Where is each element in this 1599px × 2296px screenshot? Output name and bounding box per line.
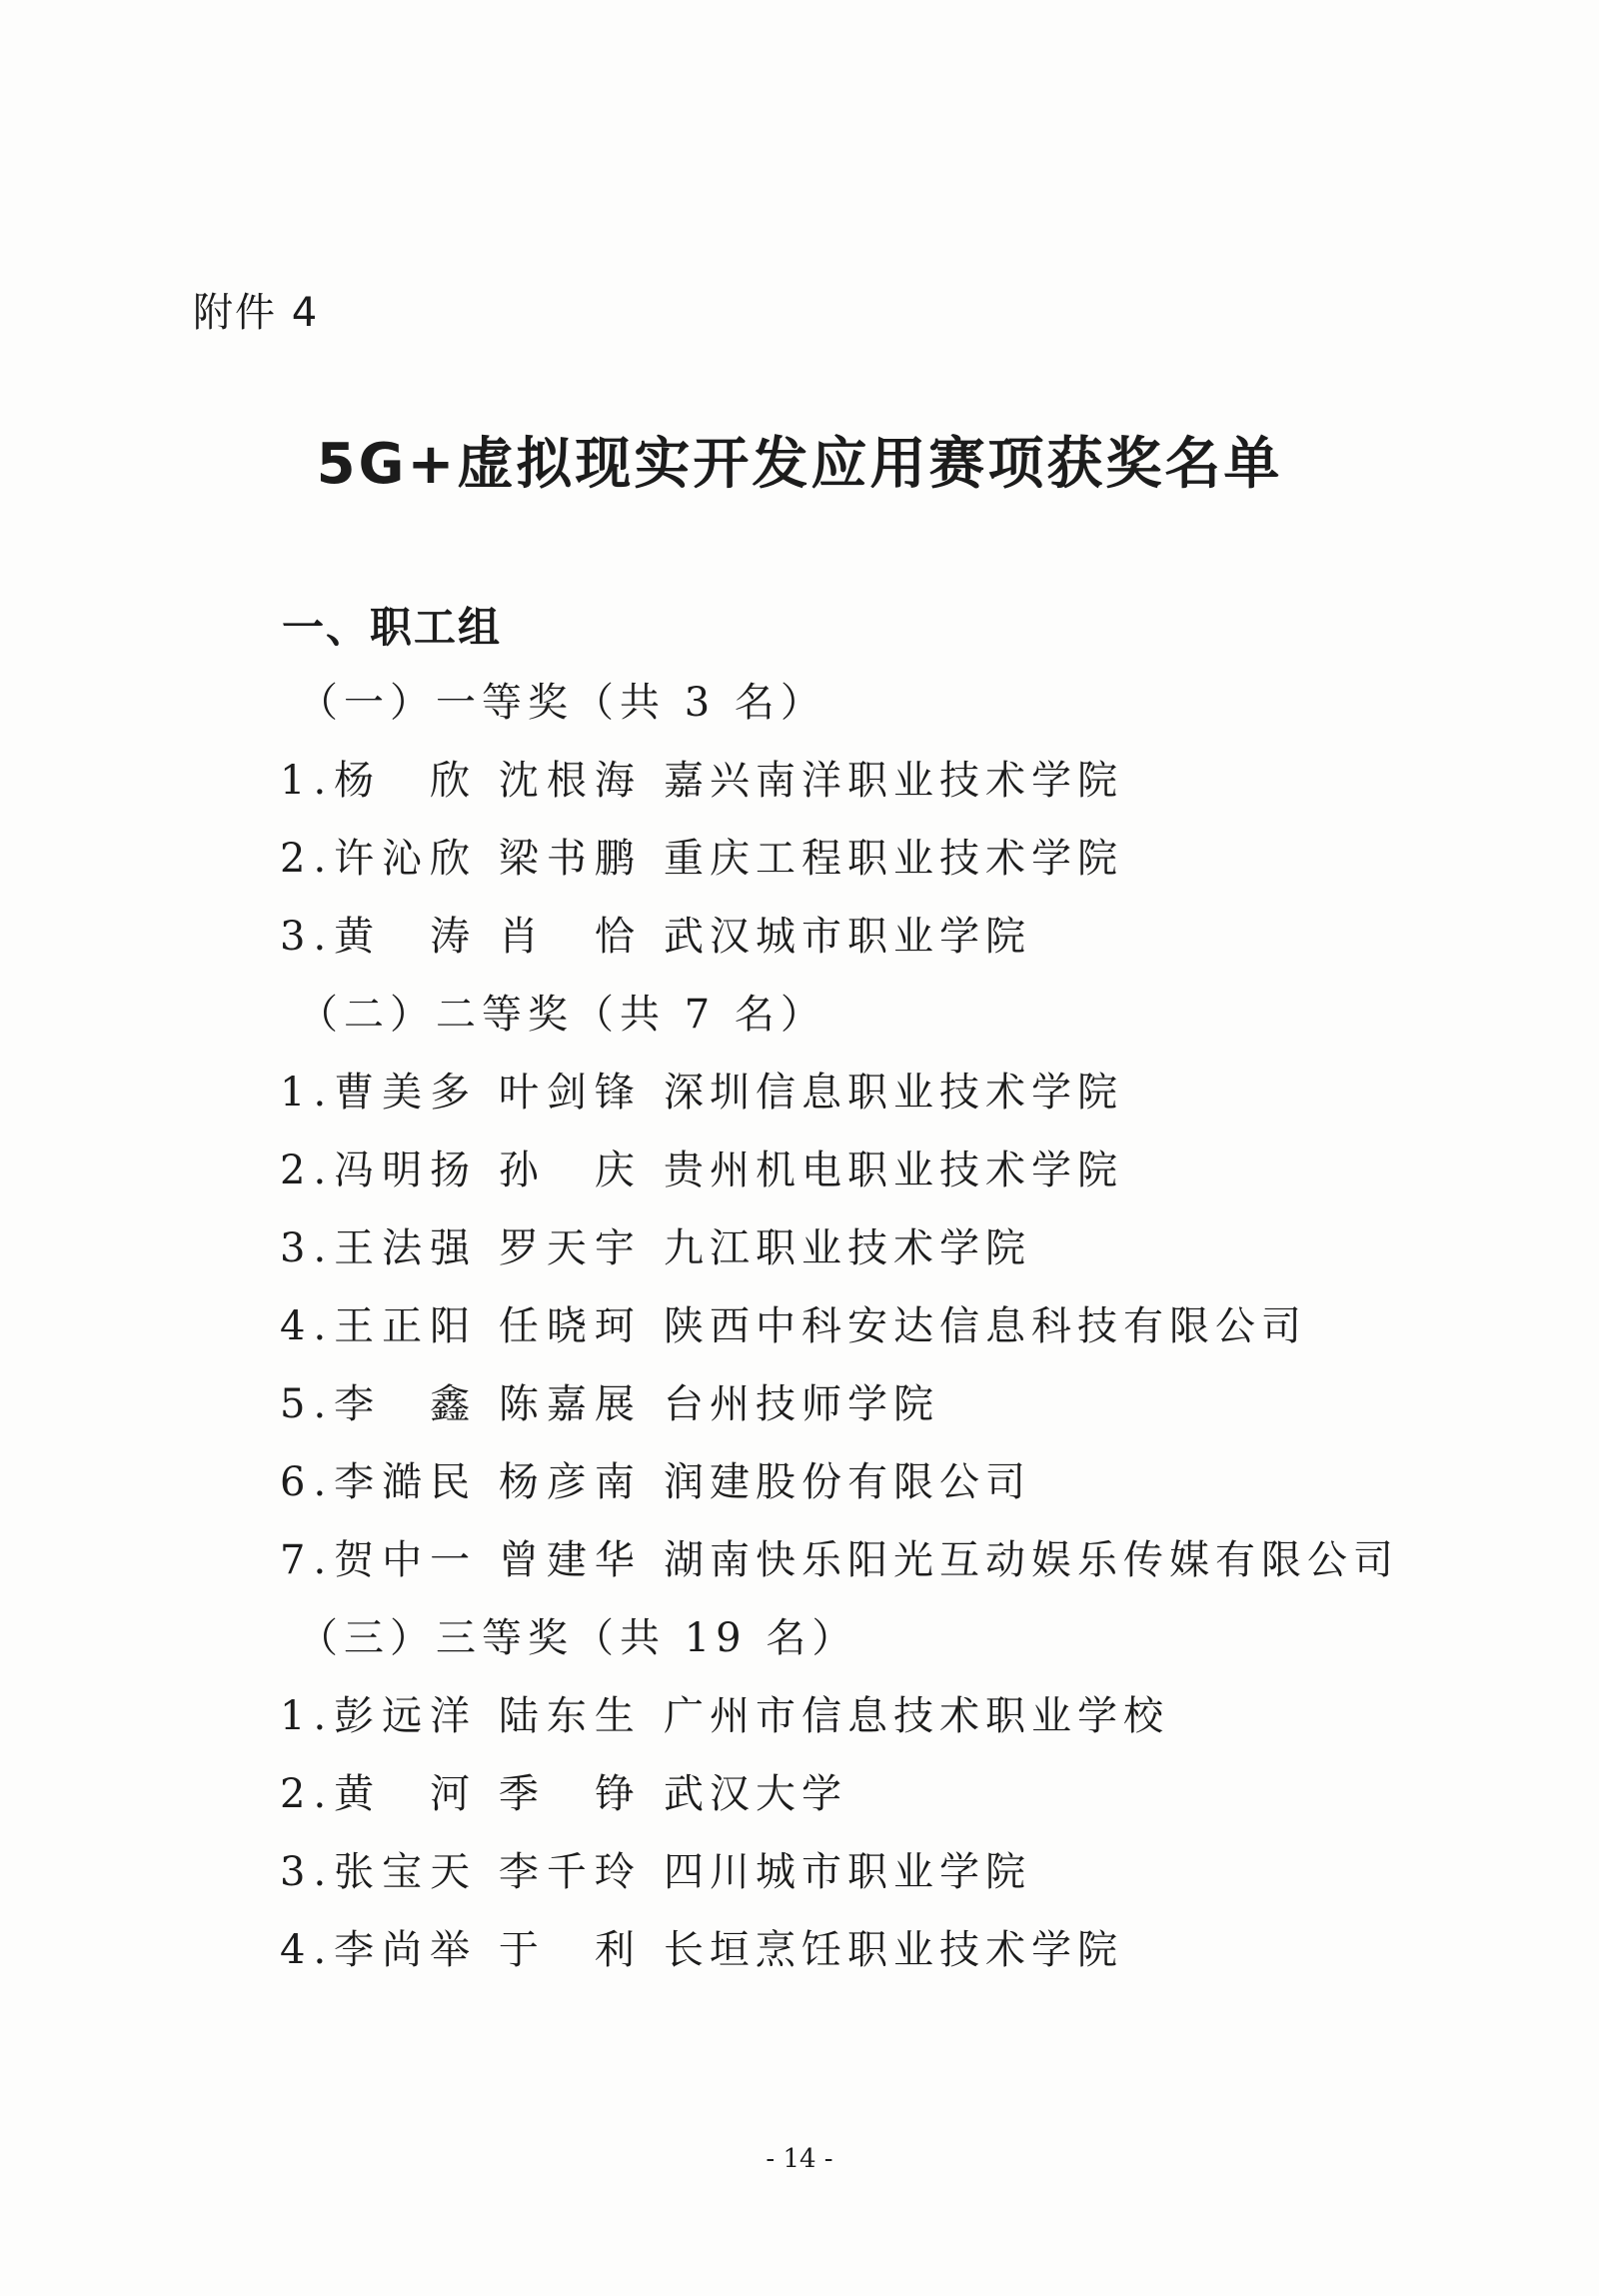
list-item [280,1755,1479,1833]
winner-organization: 广州市信息技术职业学校 [664,1693,1169,1739]
list-item [280,820,1479,898]
winner-organization: 深圳信息职业技术学院 [664,1070,1123,1116]
attachment-label: 附件 4 [193,290,320,336]
winner-organization: 武汉城市职业学院 [664,914,1031,960]
winner-names: 4.王正阳 任晓珂 [280,1303,643,1349]
award-list [280,664,1479,1989]
list-item [280,1132,1479,1209]
winner-organization: 陕西中科安达信息科技有限公司 [664,1303,1307,1349]
list-item [280,1911,1479,1989]
winner-names: 1.杨 欣 沈根海 [280,758,643,804]
winner-organization: 台州技师学院 [664,1381,939,1427]
winner-names: 6.李澔民 杨彦南 [280,1459,643,1505]
list-item [280,1521,1479,1599]
winner-organization: 重庆工程职业技术学院 [664,836,1123,882]
winner-names: 2.许沁欣 梁书鹏 [280,836,643,882]
winner-names: 2.黄 河 季 铮 [280,1771,643,1817]
winner-names: 1.彭远洋 陆东生 [280,1693,643,1739]
list-item [280,1677,1479,1755]
winner-organization: 润建股份有限公司 [664,1459,1031,1505]
award-heading-second: （二）二等奖（共 7 名） [298,992,826,1038]
winner-organization: 四川城市职业学院 [664,1849,1031,1895]
winner-names: 3.王法强 罗天宇 [280,1225,643,1271]
winner-organization: 武汉大学 [664,1771,847,1817]
page-number: - 14 - [766,2144,833,2174]
winner-names: 7.贺中一 曾建华 [280,1537,643,1583]
winner-names: 1.曹美多 叶剑锋 [280,1070,643,1116]
list-item [280,1443,1479,1521]
list-item [280,1209,1479,1287]
winner-names: 3.黄 涛 肖 恰 [280,914,643,960]
winner-organization: 长垣烹饪职业技术学院 [664,1927,1123,1973]
award-heading-first: （一）一等奖（共 3 名） [298,680,826,726]
winner-organization: 九江职业技术学院 [664,1225,1031,1271]
winner-organization: 湖南快乐阳光互动娱乐传媒有限公司 [664,1537,1399,1583]
list-item [280,1054,1479,1132]
winner-names: 5.李 鑫 陈嘉展 [280,1381,643,1427]
winner-names: 3.张宝天 李千玲 [280,1849,643,1895]
list-item [280,742,1479,820]
winner-names: 2.冯明扬 孙 庆 [280,1148,643,1193]
list-item [280,1365,1479,1443]
award-heading-third: （三）三等奖（共 19 名） [298,1615,858,1661]
winner-organization: 贵州机电职业技术学院 [664,1148,1123,1193]
list-item [280,1287,1479,1365]
list-item [280,898,1479,976]
document-title: 5G+虚拟现实开发应用赛项获奖名单 [316,432,1283,497]
winner-names: 4.李尚举 于 利 [280,1927,643,1973]
winner-organization: 嘉兴南洋职业技术学院 [664,758,1123,804]
list-item [280,1833,1479,1911]
group-heading: 一、职工组 [282,603,503,652]
